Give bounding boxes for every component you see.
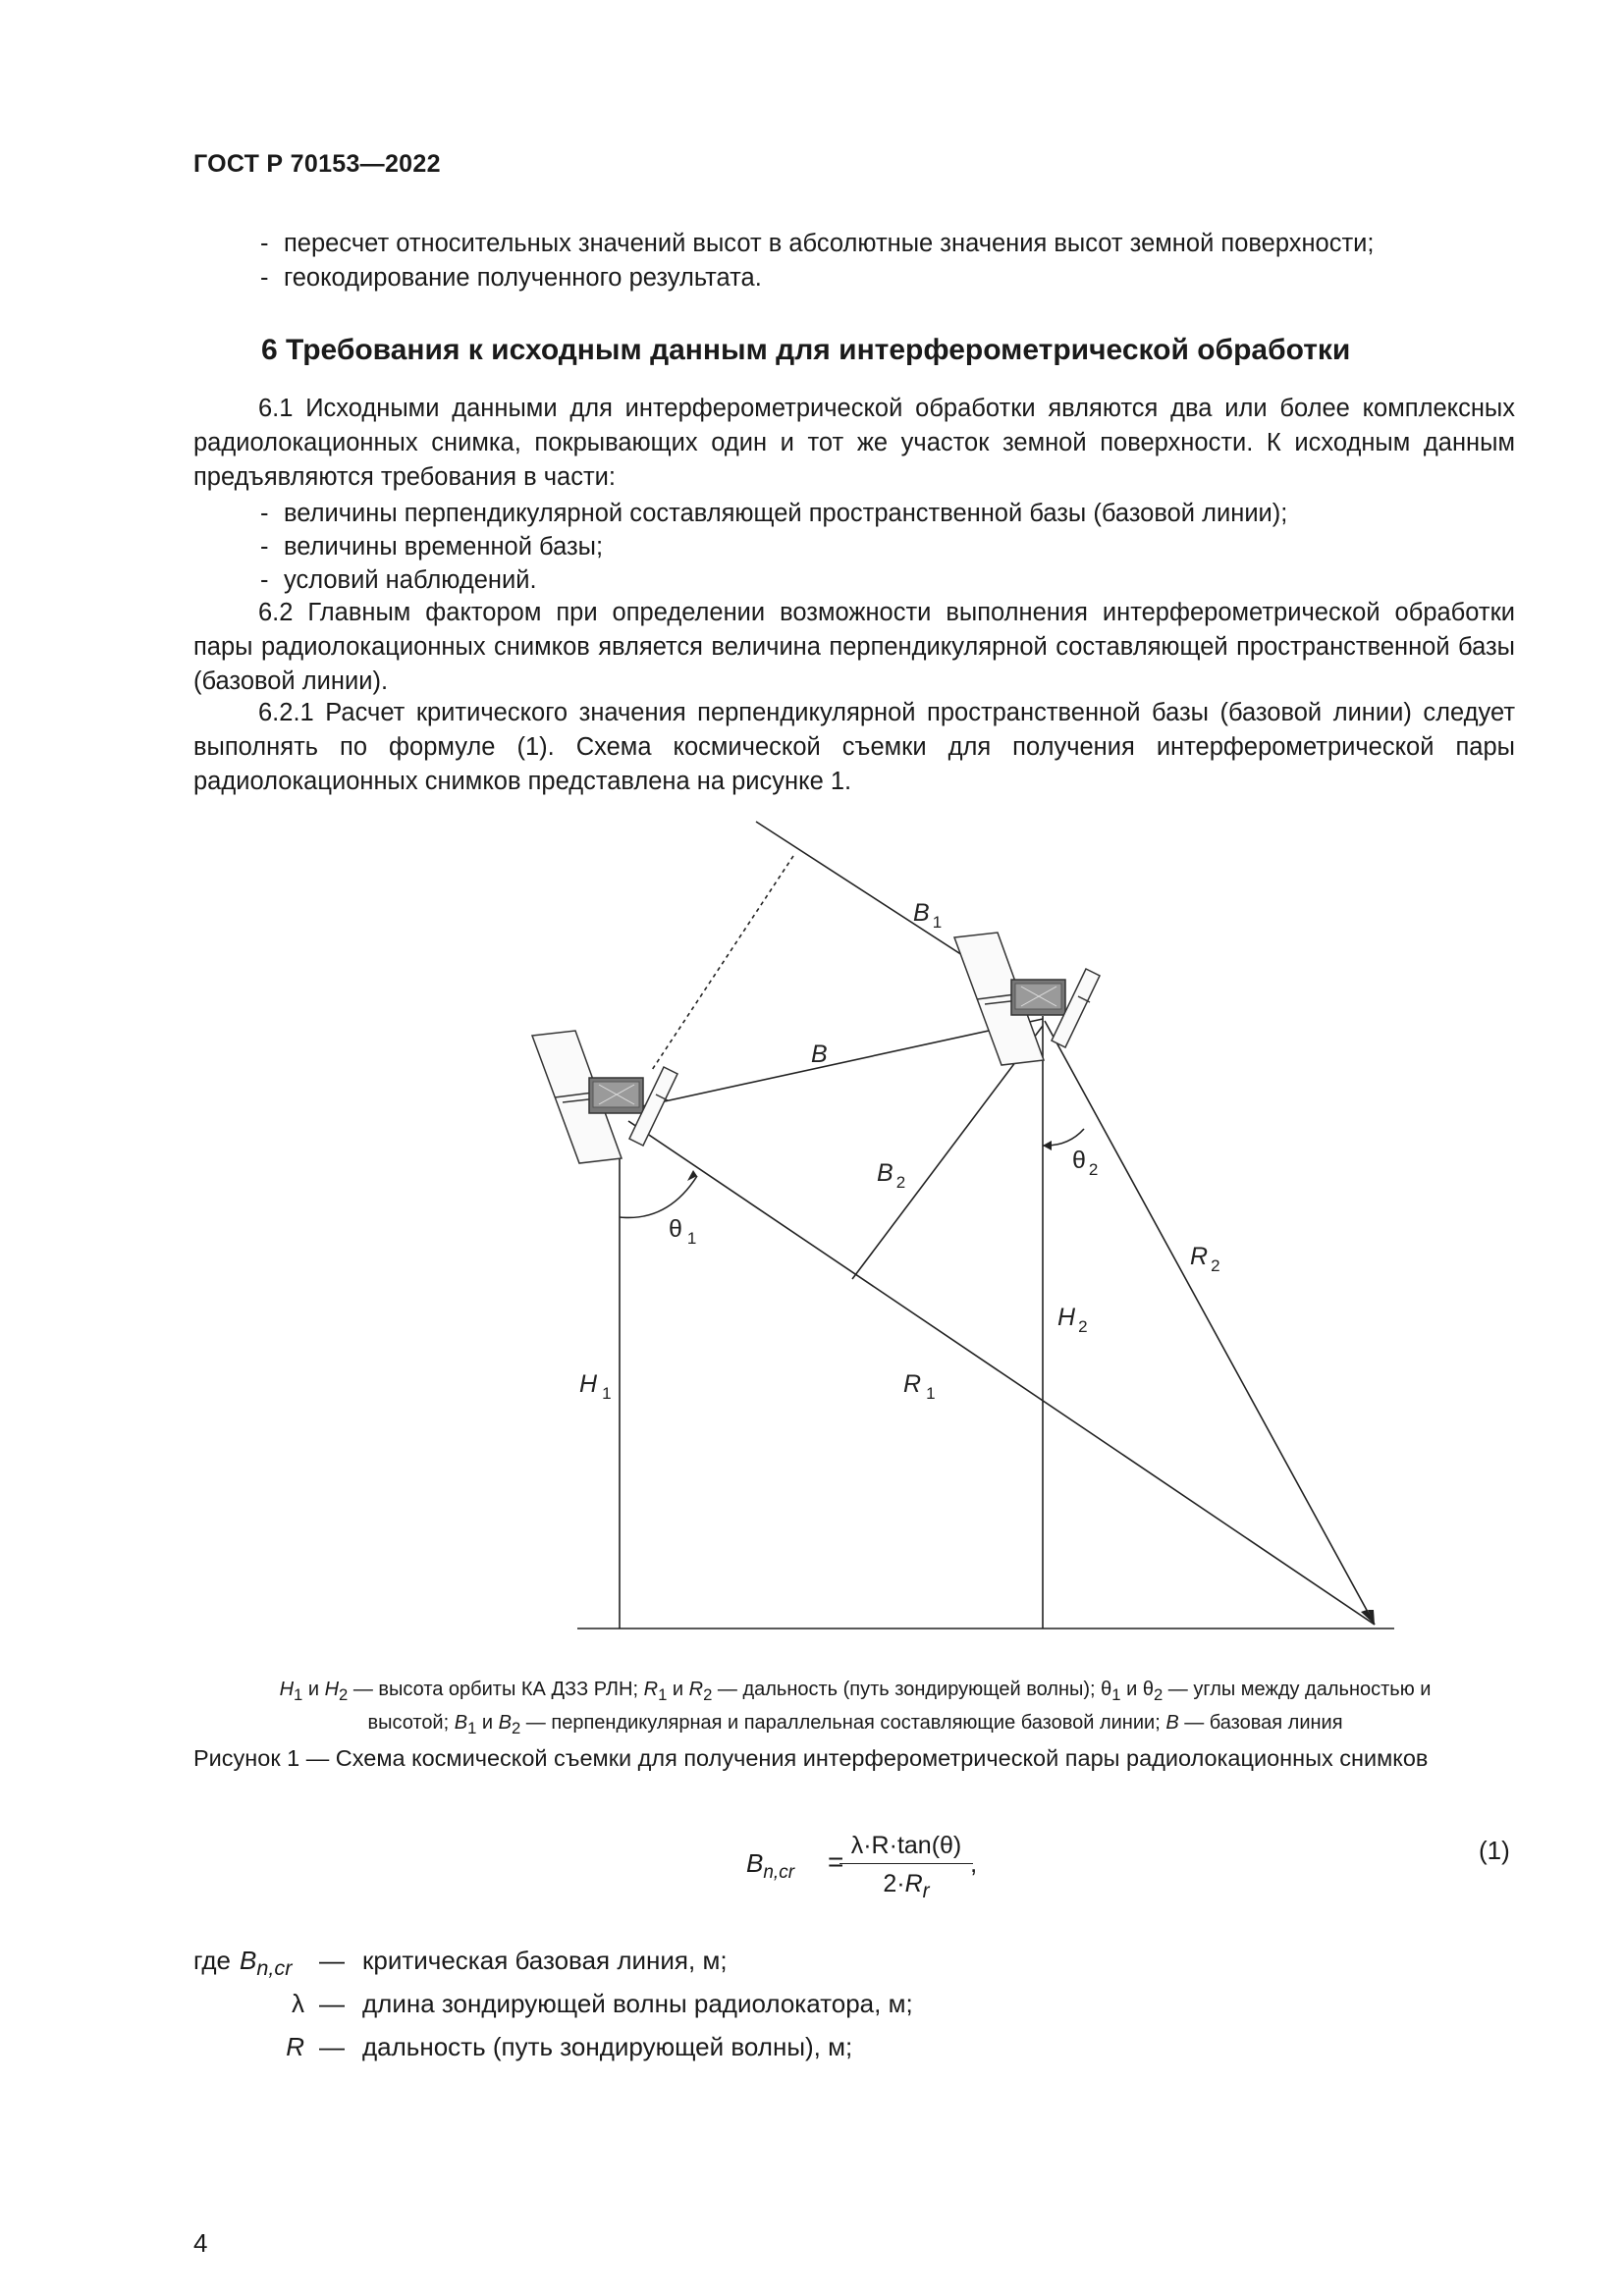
paragraph-6-2: 6.2 Главным фактором при определении возможности выполнения интерферометрической обработки пары радиолокационных снимков является величина перпендикулярной составляющей пространственной базы (базовой линии). (193, 599, 1515, 695)
label-theta1: θ $_1$ (669, 1215, 697, 1248)
label-theta2: θ $_2$ (1072, 1147, 1099, 1179)
label-r2: R $_2$ (1190, 1243, 1220, 1275)
list-item: - геокодирование полученного результата. (260, 264, 762, 292)
document-code: ГОСТ Р 70153—2022 (193, 150, 441, 178)
where-intro: где (193, 1946, 231, 1975)
list-item: - величины временной базы; (260, 533, 604, 561)
label-h1: H $_1$ (579, 1370, 612, 1403)
formula-fraction (839, 1828, 973, 1902)
satellite-2-icon (954, 933, 1100, 1065)
page-number: 4 (193, 2228, 208, 2258)
theta1-arc (620, 1176, 697, 1217)
satellite-1-icon (532, 1031, 677, 1163)
paragraph-6-1: 6.1 Исходными данными для интерферометрической обработки являются два или более комплексных радиолокационных снимка, покрывающих один и тот же участок земной поверхности. К исходным данным предъявляются требования в части: (193, 395, 1515, 491)
theta2-arrow-icon (1043, 1141, 1052, 1150)
figure-legend: $H_1$ и $H_2$ — высота орбиты КА ДЗЗ РЛН; $R_1$ и $R_2$ — дальность (путь зондирующей волны); $\theta_1$ и $\theta_2$ — углы между дальностью и высотой; $B_1$ и $B_2$ — перпендикулярная и параллельная составляющие базовой линии; B — базовая линия (279, 1679, 1432, 1737)
list-item: - условий наблюдений. (260, 566, 537, 594)
projection-line (652, 856, 793, 1070)
label-b: B (811, 1041, 828, 1068)
r1-line (628, 1121, 1375, 1625)
list-item: - пересчет относительных значений высот в абсолютные значения высот земной поверхности; (260, 230, 1375, 257)
paragraph-6-2-1: 6.2.1 Расчет критического значения перпендикулярной пространственной базы (базовой линии) следует выполнять по формуле (1). Схема космической съемки для получения интерферометрической пары радиолокационных снимков представлена на рисунке 1. (193, 699, 1515, 795)
formula-number: (1) (1479, 1836, 1510, 1865)
formula-1: $B_{n,cr}$ = $\frac{\lambda\cdot R\cdot\tan(\theta)}{2\cdot R_r}$ , (1) (0, 1828, 1624, 1916)
list-item: - величины перпендикулярной составляющей пространственной базы (базовой линии); (260, 500, 1288, 527)
label-b2: B $_2$ (877, 1159, 906, 1192)
figure-caption: Рисунок 1 — Схема космической съемки для получения интерферометрической пары радиолокационных снимков (193, 1745, 1429, 1771)
formula-numerator: λ·R·tan(θ) (839, 1828, 973, 1864)
label-r1: R $_1$ (903, 1370, 936, 1403)
section-title: 6 Требования к исходным данным для интерферометрической обработки (261, 334, 1351, 366)
label-h2: H $_2$ (1057, 1304, 1088, 1336)
r2-line (1045, 1021, 1375, 1625)
baseline-b (642, 1019, 1043, 1106)
formula-denominator: $2\cdot R_r$ (883, 1870, 930, 1902)
label-b1: B $_1$ (913, 899, 943, 932)
